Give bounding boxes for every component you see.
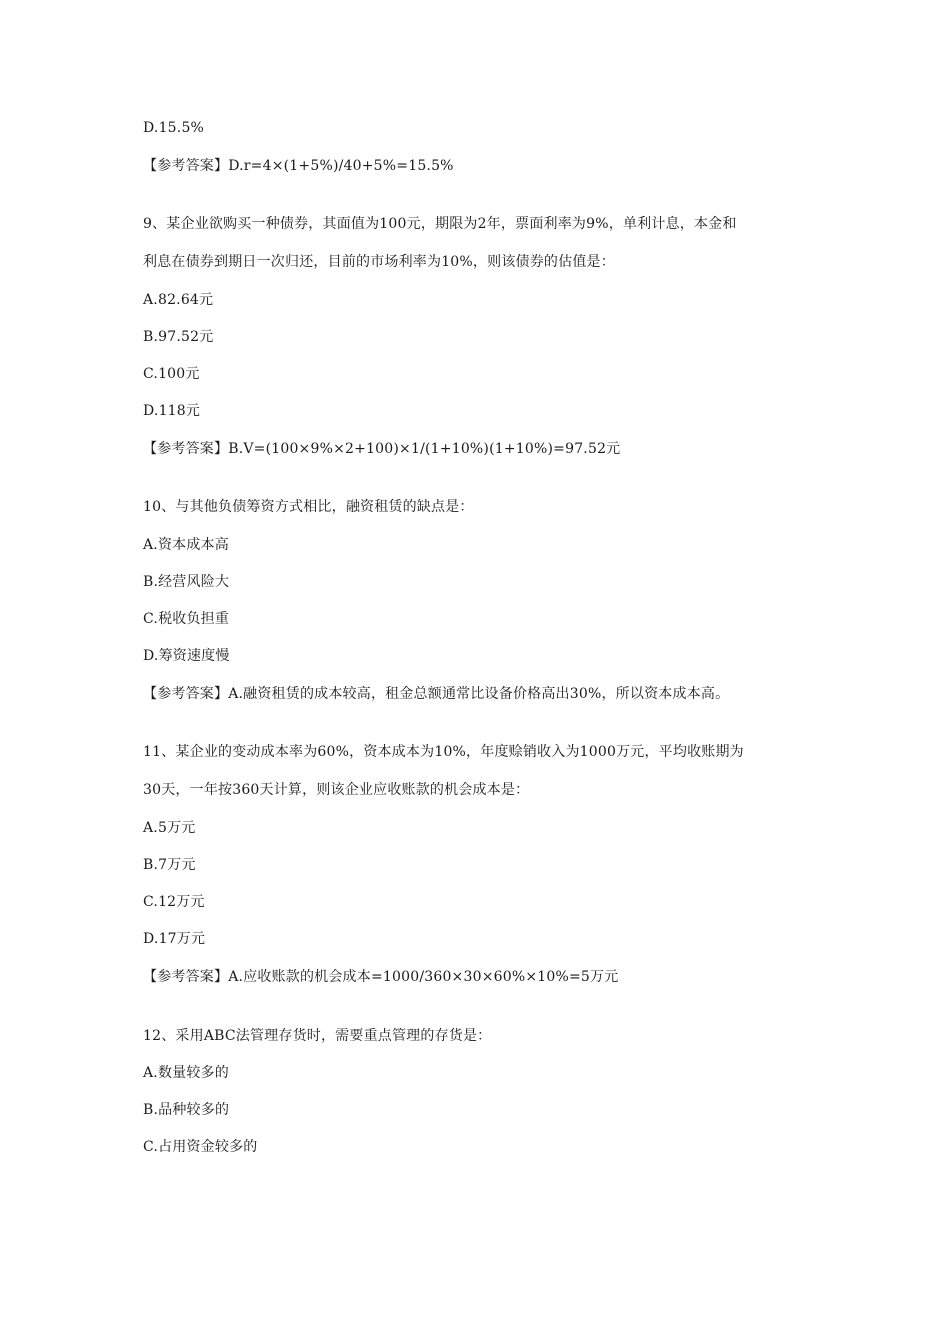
question-11-option-a: A.5万元 bbox=[143, 820, 196, 836]
question-9-option-a: A.82.64元 bbox=[143, 292, 214, 308]
question-9-option-d: D.118元 bbox=[143, 403, 201, 419]
question-12-option-c: C.占用资金较多的 bbox=[143, 1139, 258, 1155]
question-10-option-a: A.资本成本高 bbox=[143, 537, 229, 553]
answer-10: 【参考答案】A.融资租赁的成本较高，租金总额通常比设备价格高出30%，所以资本成本高。 bbox=[143, 686, 730, 702]
question-11-option-b: B.7万元 bbox=[143, 857, 196, 873]
question-12-option-a: A.数量较多的 bbox=[143, 1065, 229, 1081]
question-11-option-d: D.17万元 bbox=[143, 931, 206, 947]
question-10-option-c: C.税收负担重 bbox=[143, 611, 230, 627]
question-10: 10、与其他负债筹资方式相比，融资租赁的缺点是： bbox=[143, 499, 474, 515]
answer-9: 【参考答案】B.V=(100×9%×2+100)×1/(1+10%)(1+10%)=97.52元 bbox=[143, 441, 621, 457]
question-9-option-c: C.100元 bbox=[143, 366, 200, 382]
question-12: 12、采用ABC法管理存货时，需要重点管理的存货是： bbox=[143, 1028, 492, 1044]
question-9-line-1: 9、某企业欲购买一种债券，其面值为100元，期限为2年，票面利率为9%，单利计息，本金和 bbox=[143, 216, 737, 232]
question-9-option-b: B.97.52元 bbox=[143, 329, 214, 345]
question-10-option-b: B.经营风险大 bbox=[143, 574, 230, 590]
question-9-line-2: 利息在债券到期日一次归还，目前的市场利率为10%，则该债券的估值是： bbox=[143, 254, 615, 270]
answer-11: 【参考答案】A.应收账款的机会成本=1000/360×30×60%×10%=5万元 bbox=[143, 969, 619, 985]
question-11-line-2: 30天，一年按360天计算，则该企业应收账款的机会成本是： bbox=[143, 782, 530, 798]
answer-8: 【参考答案】D.r=4×(1+5%)/40+5%=15.5% bbox=[143, 158, 454, 174]
question-11-line-1: 11、某企业的变动成本率为60%，资本成本为10%，年度赊销收入为1000万元，平均收账期为 bbox=[143, 744, 744, 760]
question-12-option-b: B.品种较多的 bbox=[143, 1102, 230, 1118]
question-11-option-c: C.12万元 bbox=[143, 894, 205, 910]
option-d-prev: D.15.5% bbox=[143, 120, 205, 136]
question-10-option-d: D.筹资速度慢 bbox=[143, 648, 230, 664]
